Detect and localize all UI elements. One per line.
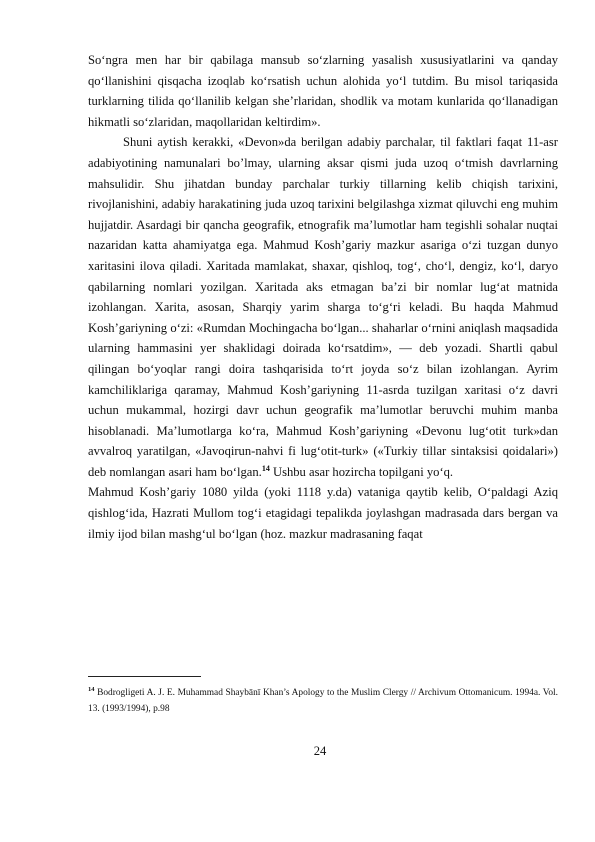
paragraph-2 — [88, 132, 558, 482]
footnote-reference[interactable]: 14 — [261, 463, 270, 473]
page-number: 24 — [313, 744, 327, 758]
paragraph-2-text: Shuni aytish kerakki, «Devon»da berilgan adabiy parchalar, til faktlari faqat 11-asr adabiyotining namunalari bo’lmay, ularning aksar qismi juda uzoq o‘tmish davrlarning mahsulidir. Shu jihatdan bunday parchalar turkiy tillarning kelib chiqish tarixini, rivojlanishini, adabiy harakatining juda uzoq tarixini belgilashga xizmat qiluvchi eng muhim hujjatdir. Asardagi bir qancha geografik, etnografik ma’lumotlar ham tegishli sohalar nuqtai nazaridan katta ahamiyatga ega. Mahmud Kosh’gariy mazkur asariga o‘zi tuzgan dunyo xaritasini ilova qiladi. Xaritada mamlakat, shaxar, qishloq, tog‘, cho‘l, dengiz, ko‘l, daryo qabilarning nomlari yozilgan. Xaritada aks etmagan ba’zi bir nomlar lug‘at matnida izohlangan. Xarita, asosan, Sharqiy yarim sharga to‘g‘ri keladi. Bu haqda Mahmud Kosh’gariyning o‘zi: «Rumdan Mochingacha bo‘lgan... shaharlar o‘rnini aniqlash maqsadida ularning hammasini yer shaklidagi doirada ko‘rsatdim», — deb yozadi. Shartli qabul qilingan bo‘yoqlar rangi doira tashqarisida to‘rt joyda so‘z bilan izohlangan. Ayrim kamchiliklariga qaramay, Mahmud Kosh’gariyning 11-asrda tuzilgan xaritasi o‘z davri uchun mukammal, hozirgi davr uchun geografik ma’lumotlar beruvchi muhim manba hisoblanadi. Ma’lumotlarga ko‘ra, Mahmud Kosh’gariyning «Devonu lug‘otit turk»dan avvalroq yaratilgan, «Javoqirun-nahvi fi lug‘otit-turk» («Turkiy tillar sintaksisi qoidalari») deb nomlangan asari ham bo‘lgan. — [88, 135, 558, 479]
paragraph-3: Mahmud Kosh’gariy 1080 yilda (yoki 1118 y.da) vataniga qaytib kelib, O‘paldagi Aziq qishlog‘ida, Hazrati Mullom tog‘i etagidagi tepalikda joylashgan madrasada dars bergan va ilmiy ijod bilan mashg‘ul bo‘lgan (hoz. mazkur madrasaning faqat — [88, 485, 558, 541]
body-text — [88, 50, 558, 544]
footnote-divider — [88, 676, 201, 677]
paragraph-1: So‘ngra men har bir qabilaga mansub so‘zlarning yasalish xususiyatlarini va qanday qo‘llanishini qisqacha izoqlab ko‘rsatish uchun alohida yo‘l tutdim. Bu misol tariqasida turklarning tilida qo‘llanilib kelgan she’rlaridan, shodlik va motam kunlarida qo‘llanadigan hikmatli so‘zlaridan, maqollaridan keltirdim». — [88, 53, 558, 129]
footnote-marker: 14 — [88, 685, 95, 693]
paragraph-2-tail: Ushbu asar hozircha topilgani yo‘q. — [272, 464, 454, 479]
footnote-text: Bodrogligeti A. J. E. Muhammad Shaybānī Khan’s Apology to the Muslim Clergy // Archivum Ottomanicum. 1994a. Vol. 13. (1993/1994), p.98 — [88, 688, 559, 714]
footnote — [88, 685, 558, 717]
